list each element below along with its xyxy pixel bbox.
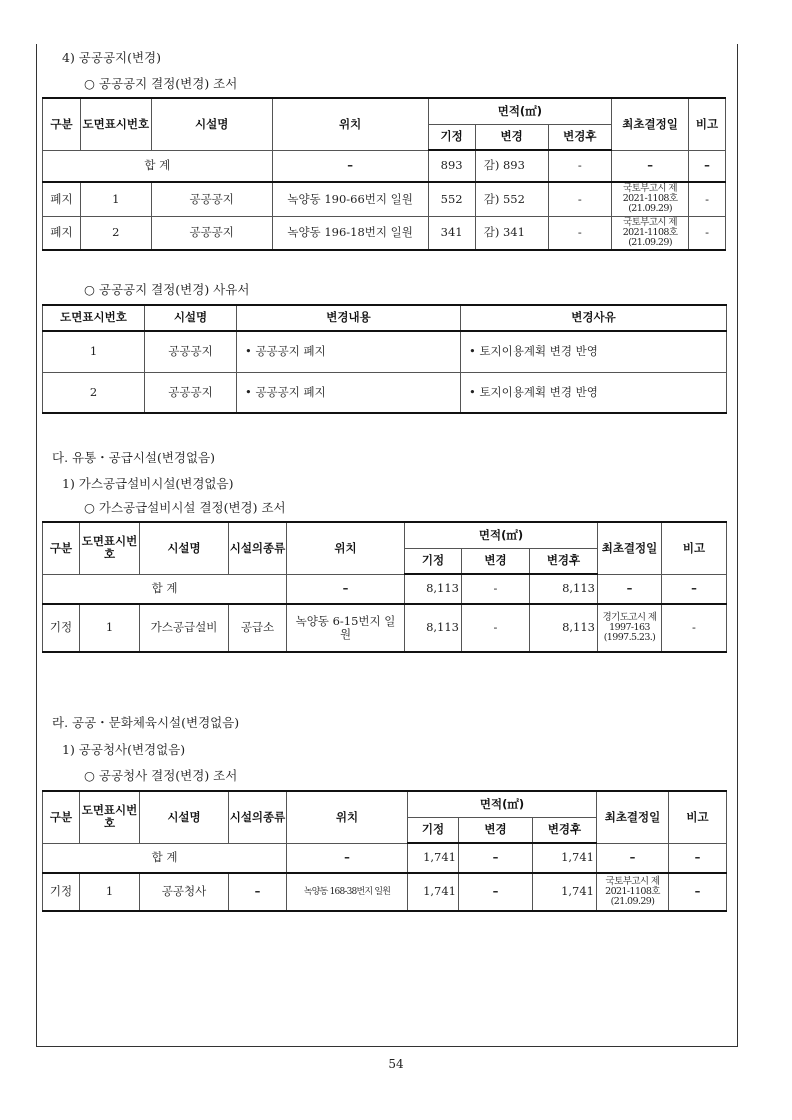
- section-heading-distribution: 다. 유통・공급시설(변경없음): [52, 450, 216, 465]
- header-name: 시설명: [145, 305, 237, 331]
- total-after: 8,113: [530, 574, 598, 604]
- total-existing: 8,113: [405, 574, 462, 604]
- total-existing: 1,741: [408, 843, 459, 873]
- header-area: 면적(㎡): [428, 98, 612, 124]
- header-change-reason: 변경사유: [461, 305, 727, 331]
- total-change: 감) 893: [475, 150, 548, 182]
- header-first-decision: 최초결정일: [598, 522, 662, 574]
- header-location: 위치: [287, 791, 408, 843]
- header-existing: 기정: [405, 548, 462, 574]
- total-label: 합 계: [43, 843, 287, 873]
- public-space-decision-table: [42, 97, 726, 251]
- cell-location: 녹양동 6-15번지 일원: [287, 604, 405, 652]
- cell-change: –: [459, 873, 533, 911]
- cell-gubun: 기정: [43, 604, 80, 652]
- cell-after: -: [548, 182, 612, 216]
- header-map-no: 도면표시번호: [80, 791, 140, 843]
- total-note: –: [662, 574, 727, 604]
- cell-after: 8,113: [530, 604, 598, 652]
- total-first: –: [598, 574, 662, 604]
- cell-name: 공공청사: [140, 873, 229, 911]
- header-note: 비고: [669, 791, 727, 843]
- table-total-row: [43, 843, 727, 873]
- cell-location: 녹양동 196-18번지 일원: [272, 216, 428, 250]
- header-change: 변경: [475, 124, 548, 150]
- total-first: –: [612, 150, 689, 182]
- cell-change: -: [462, 604, 530, 652]
- cell-no: 1: [80, 873, 140, 911]
- cell-first: 국토부고시 제2021-1108호 (21.09.29): [612, 216, 689, 250]
- cell-no: 1: [80, 604, 140, 652]
- cell-note: -: [662, 604, 727, 652]
- cell-existing: 8,113: [405, 604, 462, 652]
- header-area: 면적(㎡): [405, 522, 598, 548]
- cell-note: -: [689, 182, 726, 216]
- table-row: [43, 182, 726, 216]
- cell-no: 1: [43, 331, 145, 372]
- decision-table-title: ○ 공공공지 결정(변경) 조서: [84, 76, 238, 91]
- cell-note: -: [689, 216, 726, 250]
- table-row: [43, 331, 727, 372]
- cell-name: 가스공급설비: [140, 604, 229, 652]
- total-label: 합 계: [43, 150, 273, 182]
- header-gubun: 구분: [43, 98, 81, 150]
- table-row: [43, 604, 727, 652]
- header-change: 변경: [459, 817, 533, 843]
- header-change: 변경: [462, 548, 530, 574]
- table-row: [43, 372, 727, 413]
- section-heading-public-space: 4) 공공공지(변경): [62, 50, 162, 65]
- total-after: 1,741: [533, 843, 597, 873]
- cell-kind: –: [229, 873, 287, 911]
- header-note: 비고: [689, 98, 726, 150]
- cell-kind: 공급소: [229, 604, 287, 652]
- total-location: –: [287, 843, 408, 873]
- cell-no: 1: [80, 182, 151, 216]
- subsection-public-office: 1) 공공청사(변경없음): [62, 742, 186, 757]
- subsection-gas-supply: 1) 가스공급설비시설(변경없음): [62, 476, 234, 491]
- cell-existing: 552: [428, 182, 475, 216]
- office-table-title: ○ 공공청사 결정(변경) 조서: [84, 768, 238, 783]
- cell-existing: 1,741: [408, 873, 459, 911]
- cell-existing: 341: [428, 216, 475, 250]
- header-name: 시설명: [140, 791, 229, 843]
- cell-reason: • 토지이용계획 변경 반영: [461, 331, 727, 372]
- cell-name: 공공공지: [151, 216, 272, 250]
- header-note: 비고: [662, 522, 727, 574]
- header-kind: 시설의종류: [229, 522, 287, 574]
- gas-table-title: ○ 가스공급설비시설 결정(변경) 조서: [84, 500, 286, 515]
- table-row: [43, 216, 726, 250]
- total-existing: 893: [428, 150, 475, 182]
- total-note: –: [689, 150, 726, 182]
- cell-gubun: 폐지: [43, 216, 81, 250]
- header-map-no: 도면표시번호: [80, 522, 140, 574]
- header-after: 변경후: [548, 124, 612, 150]
- total-label: 합 계: [43, 574, 287, 604]
- cell-name: 공공공지: [145, 331, 237, 372]
- total-location: –: [272, 150, 428, 182]
- cell-name: 공공공지: [145, 372, 237, 413]
- header-gubun: 구분: [43, 791, 80, 843]
- cell-note: –: [669, 873, 727, 911]
- header-first-decision: 최초결정일: [597, 791, 669, 843]
- cell-after: -: [548, 216, 612, 250]
- header-area: 면적(㎡): [408, 791, 597, 817]
- header-name: 시설명: [151, 98, 272, 150]
- header-kind: 시설의종류: [229, 791, 287, 843]
- total-note: –: [669, 843, 727, 873]
- cell-change: 감) 341: [475, 216, 548, 250]
- header-map-no: 도면표시번호: [80, 98, 151, 150]
- total-after: -: [548, 150, 612, 182]
- cell-no: 2: [43, 372, 145, 413]
- header-location: 위치: [287, 522, 405, 574]
- total-change: -: [462, 574, 530, 604]
- reason-table-title: ○ 공공공지 결정(변경) 사유서: [84, 282, 250, 297]
- total-location: –: [287, 574, 405, 604]
- total-change: –: [459, 843, 533, 873]
- public-space-reason-table: [42, 304, 727, 414]
- cell-location: 녹양동 168-38번지 일원: [287, 873, 408, 911]
- header-change-content: 변경내용: [237, 305, 461, 331]
- cell-content: • 공공공지 폐지: [237, 372, 461, 413]
- header-after: 변경후: [533, 817, 597, 843]
- cell-no: 2: [80, 216, 151, 250]
- cell-first: 국토부고시 제2021-1108호 (21.09.29): [612, 182, 689, 216]
- total-first: –: [597, 843, 669, 873]
- cell-change: 감) 552: [475, 182, 548, 216]
- cell-location: 녹양동 190-66번지 일원: [272, 182, 428, 216]
- cell-after: 1,741: [533, 873, 597, 911]
- cell-content: • 공공공지 폐지: [237, 331, 461, 372]
- header-existing: 기정: [408, 817, 459, 843]
- header-first-decision: 최초결정일: [612, 98, 689, 150]
- header-gubun: 구분: [43, 522, 80, 574]
- cell-gubun: 폐지: [43, 182, 81, 216]
- cell-first: 국토부고시 제2021-1108호 (21.09.29): [597, 873, 669, 911]
- table-total-row: [43, 574, 727, 604]
- page-number: 54: [388, 1057, 404, 1071]
- table-total-row: [43, 150, 726, 182]
- cell-name: 공공공지: [151, 182, 272, 216]
- public-office-decision-table: [42, 790, 727, 912]
- header-map-no: 도면표시번호: [43, 305, 145, 331]
- gas-supply-decision-table: [42, 521, 727, 653]
- header-location: 위치: [272, 98, 428, 150]
- header-name: 시설명: [140, 522, 229, 574]
- cell-reason: • 토지이용계획 변경 반영: [461, 372, 727, 413]
- cell-gubun: 기정: [43, 873, 80, 911]
- section-heading-public-culture: 라. 공공・문화체육시설(변경없음): [52, 715, 240, 730]
- table-row: [43, 873, 727, 911]
- cell-first: 경기도고시 제1997-163 (1997.5.23.): [598, 604, 662, 652]
- header-existing: 기정: [428, 124, 475, 150]
- header-after: 변경후: [530, 548, 598, 574]
